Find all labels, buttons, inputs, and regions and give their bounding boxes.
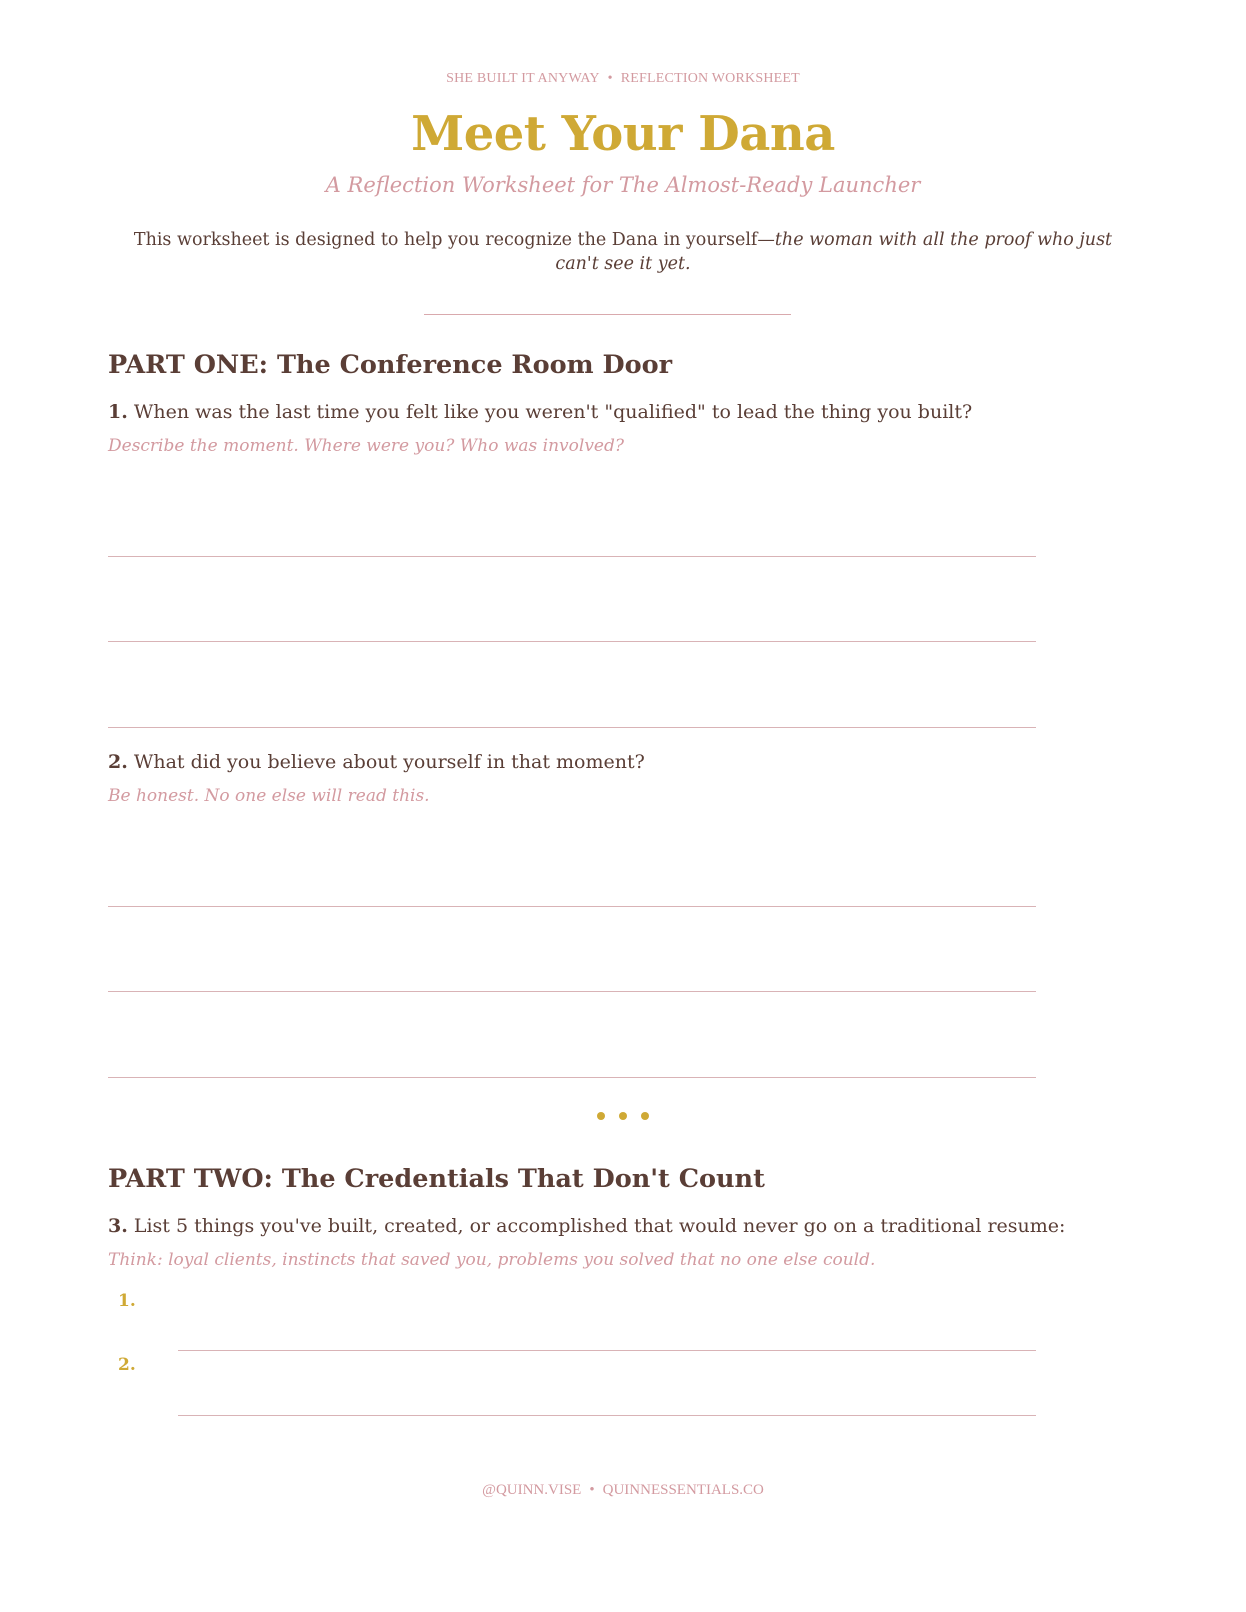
- answer-line-2c[interactable]: [108, 1077, 1036, 1078]
- footer-separator: •: [589, 1482, 595, 1498]
- answer-line-2b[interactable]: [108, 991, 1036, 992]
- question-2-number: 2.: [108, 751, 128, 773]
- question-1-hint: Describe the moment. Where were you? Who was involved?: [108, 436, 624, 456]
- intro-plain: This worksheet is designed to help you recognize the Dana in yourself—: [133, 230, 775, 250]
- answer-line-1b[interactable]: [108, 641, 1036, 642]
- answer-line-2a[interactable]: [108, 906, 1036, 907]
- eyebrow-right: REFLECTION WORKSHEET: [620, 71, 800, 86]
- list-answer-line-2[interactable]: [178, 1415, 1036, 1416]
- question-1-number: 1.: [108, 401, 128, 423]
- list-number-1: 1.: [118, 1291, 136, 1311]
- answer-line-1a[interactable]: [108, 556, 1036, 557]
- question-3: [108, 1215, 1065, 1237]
- footer-website: QUINNESSENTIALS.CO: [602, 1482, 764, 1498]
- footer: [0, 1482, 1246, 1499]
- eyebrow-left: SHE BUILT IT ANYWAY: [446, 71, 600, 86]
- page-title: Meet Your Dana: [411, 106, 835, 162]
- question-2: [108, 751, 645, 773]
- page-subtitle: A Reflection Worksheet for The Almost-Ready Launcher: [325, 173, 921, 197]
- eyebrow-separator: •: [607, 71, 613, 86]
- footer-handle: @QUINN.VISE: [482, 1482, 582, 1498]
- question-3-text: List 5 things you've built, created, or accomplished that would never go on a traditional resume:: [133, 1215, 1066, 1237]
- answer-line-1c[interactable]: [108, 727, 1036, 728]
- dot: [597, 1112, 605, 1120]
- header-divider: [424, 314, 791, 315]
- intro-italic: the woman with all the proof who just can't see it yet.: [555, 230, 1113, 274]
- part-two-heading: PART TWO: The Credentials That Don't Count: [108, 1164, 765, 1194]
- question-3-hint: Think: loyal clients, instincts that saved you, problems you solved that no one else could.: [108, 1250, 876, 1270]
- dot: [619, 1112, 627, 1120]
- question-1: [108, 401, 972, 423]
- section-separator-dots: [0, 1112, 1246, 1120]
- question-2-hint: Be honest. No one else will read this.: [108, 786, 430, 806]
- eyebrow: [0, 71, 1246, 87]
- question-3-number: 3.: [108, 1215, 128, 1237]
- list-answer-line-1[interactable]: [178, 1350, 1036, 1351]
- list-number-2: 2.: [118, 1355, 136, 1375]
- part-one-heading: PART ONE: The Conference Room Door: [108, 350, 673, 380]
- question-2-text: What did you believe about yourself in that moment?: [133, 751, 645, 773]
- question-1-text: When was the last time you felt like you weren't "qualified" to lead the thing you built?: [133, 401, 973, 423]
- dot: [641, 1112, 649, 1120]
- intro-text: [120, 228, 1126, 276]
